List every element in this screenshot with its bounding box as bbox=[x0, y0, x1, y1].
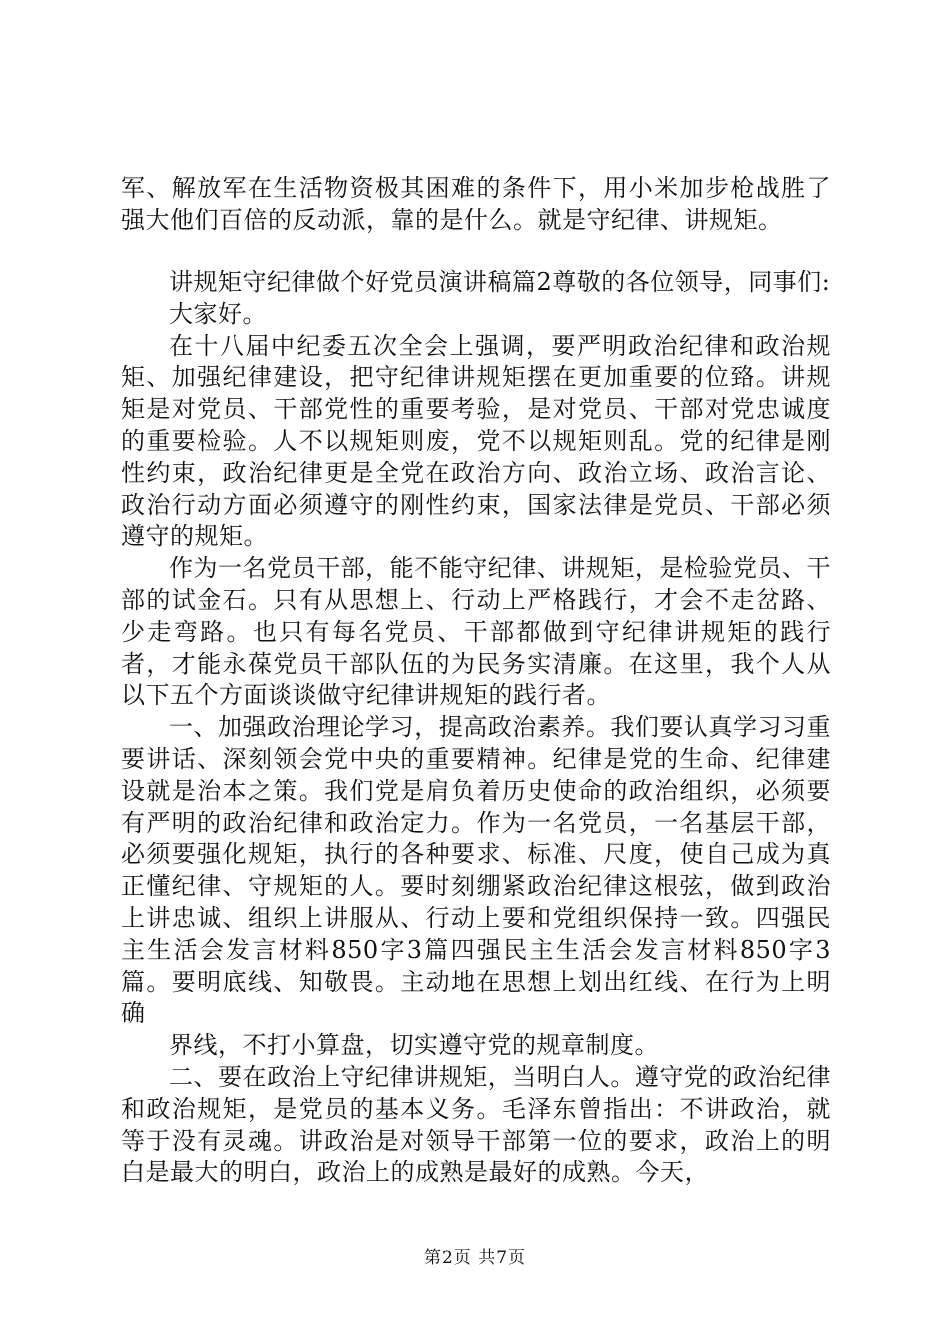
paragraph-heading: 讲规矩守纪律做个好党员演讲稿篇2尊敬的各位领导，同事们: bbox=[169, 268, 831, 296]
paragraph-body: 界线，不打小算盘，切实遵守党的规章制度。 bbox=[169, 1031, 659, 1060]
main-text-block bbox=[121, 267, 831, 1189]
paragraph-body: 在十八届中纪委五次全会上强调，要严明政治纪律和政治规矩、加强纪律建设，把守纪律讲规矩摆在更加重要的位臵。讲规矩是对党员、干部党性的重要考验，是对党员、干部对党忠诚度的重要检验。人不以规矩则废，党不以规矩则乱。党的纪律是刚性约束，政治纪律更是全党在政治方向、政治立场、政治言论、政治行动方面必须遵守的刚性约束，国家法律是党员、干部必须遵守的规矩。 bbox=[121, 331, 831, 551]
paragraph-body: 二、要在政治上守纪律讲规矩，当明白人。遵守党的政治纪律和政治规矩，是党员的基本义务。毛泽东曾指出：不讲政治，就等于没有灵魂。讲政治是对领导干部第一位的要求，政治上的明白是最大的明白，政治上的成熟是最好的成熟。今天， bbox=[121, 1062, 831, 1187]
paragraph-greeting: 大家好。 bbox=[169, 299, 267, 328]
paragraph-body: 一、加强政治理论学习，提高政治素养。我们要认真学习习重要讲话、深刻领会党中央的重要精神。纪律是党的生命、纪律建设就是治本之策。我们党是肩负着历史使命的政治组织，必须要有严明的政治纪律和政治定力。作为一名党员，一名基层干部，必须要强化规矩，执行的各种要求、标准、尺度，使自己成为真正懂纪律、守规矩的人。要时刻绷紧政治纪律这根弦，做到政治上讲忠诚、组织上讲服从、行动上要和党组织保持一致。四强民主生活会发言材料850字3篇四强民主生活会发言材料850字3篇。要明底线、知敬畏。主动地在思想上划出红线、在行为上明确 bbox=[121, 713, 831, 1028]
page-number-footer: 第2页 共7页 bbox=[423, 1248, 527, 1268]
intro-text-block bbox=[121, 173, 831, 237]
intro-paragraph: 军、解放军在生活物资极其困难的条件下，用小米加步枪战胜了强大他们百倍的反动派，靠的是什么。就是守纪律、讲规矩。 bbox=[121, 174, 831, 234]
paragraph-body: 作为一名党员干部，能不能守纪律、讲规矩，是检验党员、干部的试金石。只有从思想上、行动上严格践行，才会不走岔路、少走弯路。也只有每名党员、干部都做到守纪律讲规矩的践行者，才能永葆党员干部队伍的为民务实清廉。在这里，我个人从以下五个方面谈谈做守纪律讲规矩的践行者。 bbox=[121, 554, 831, 710]
